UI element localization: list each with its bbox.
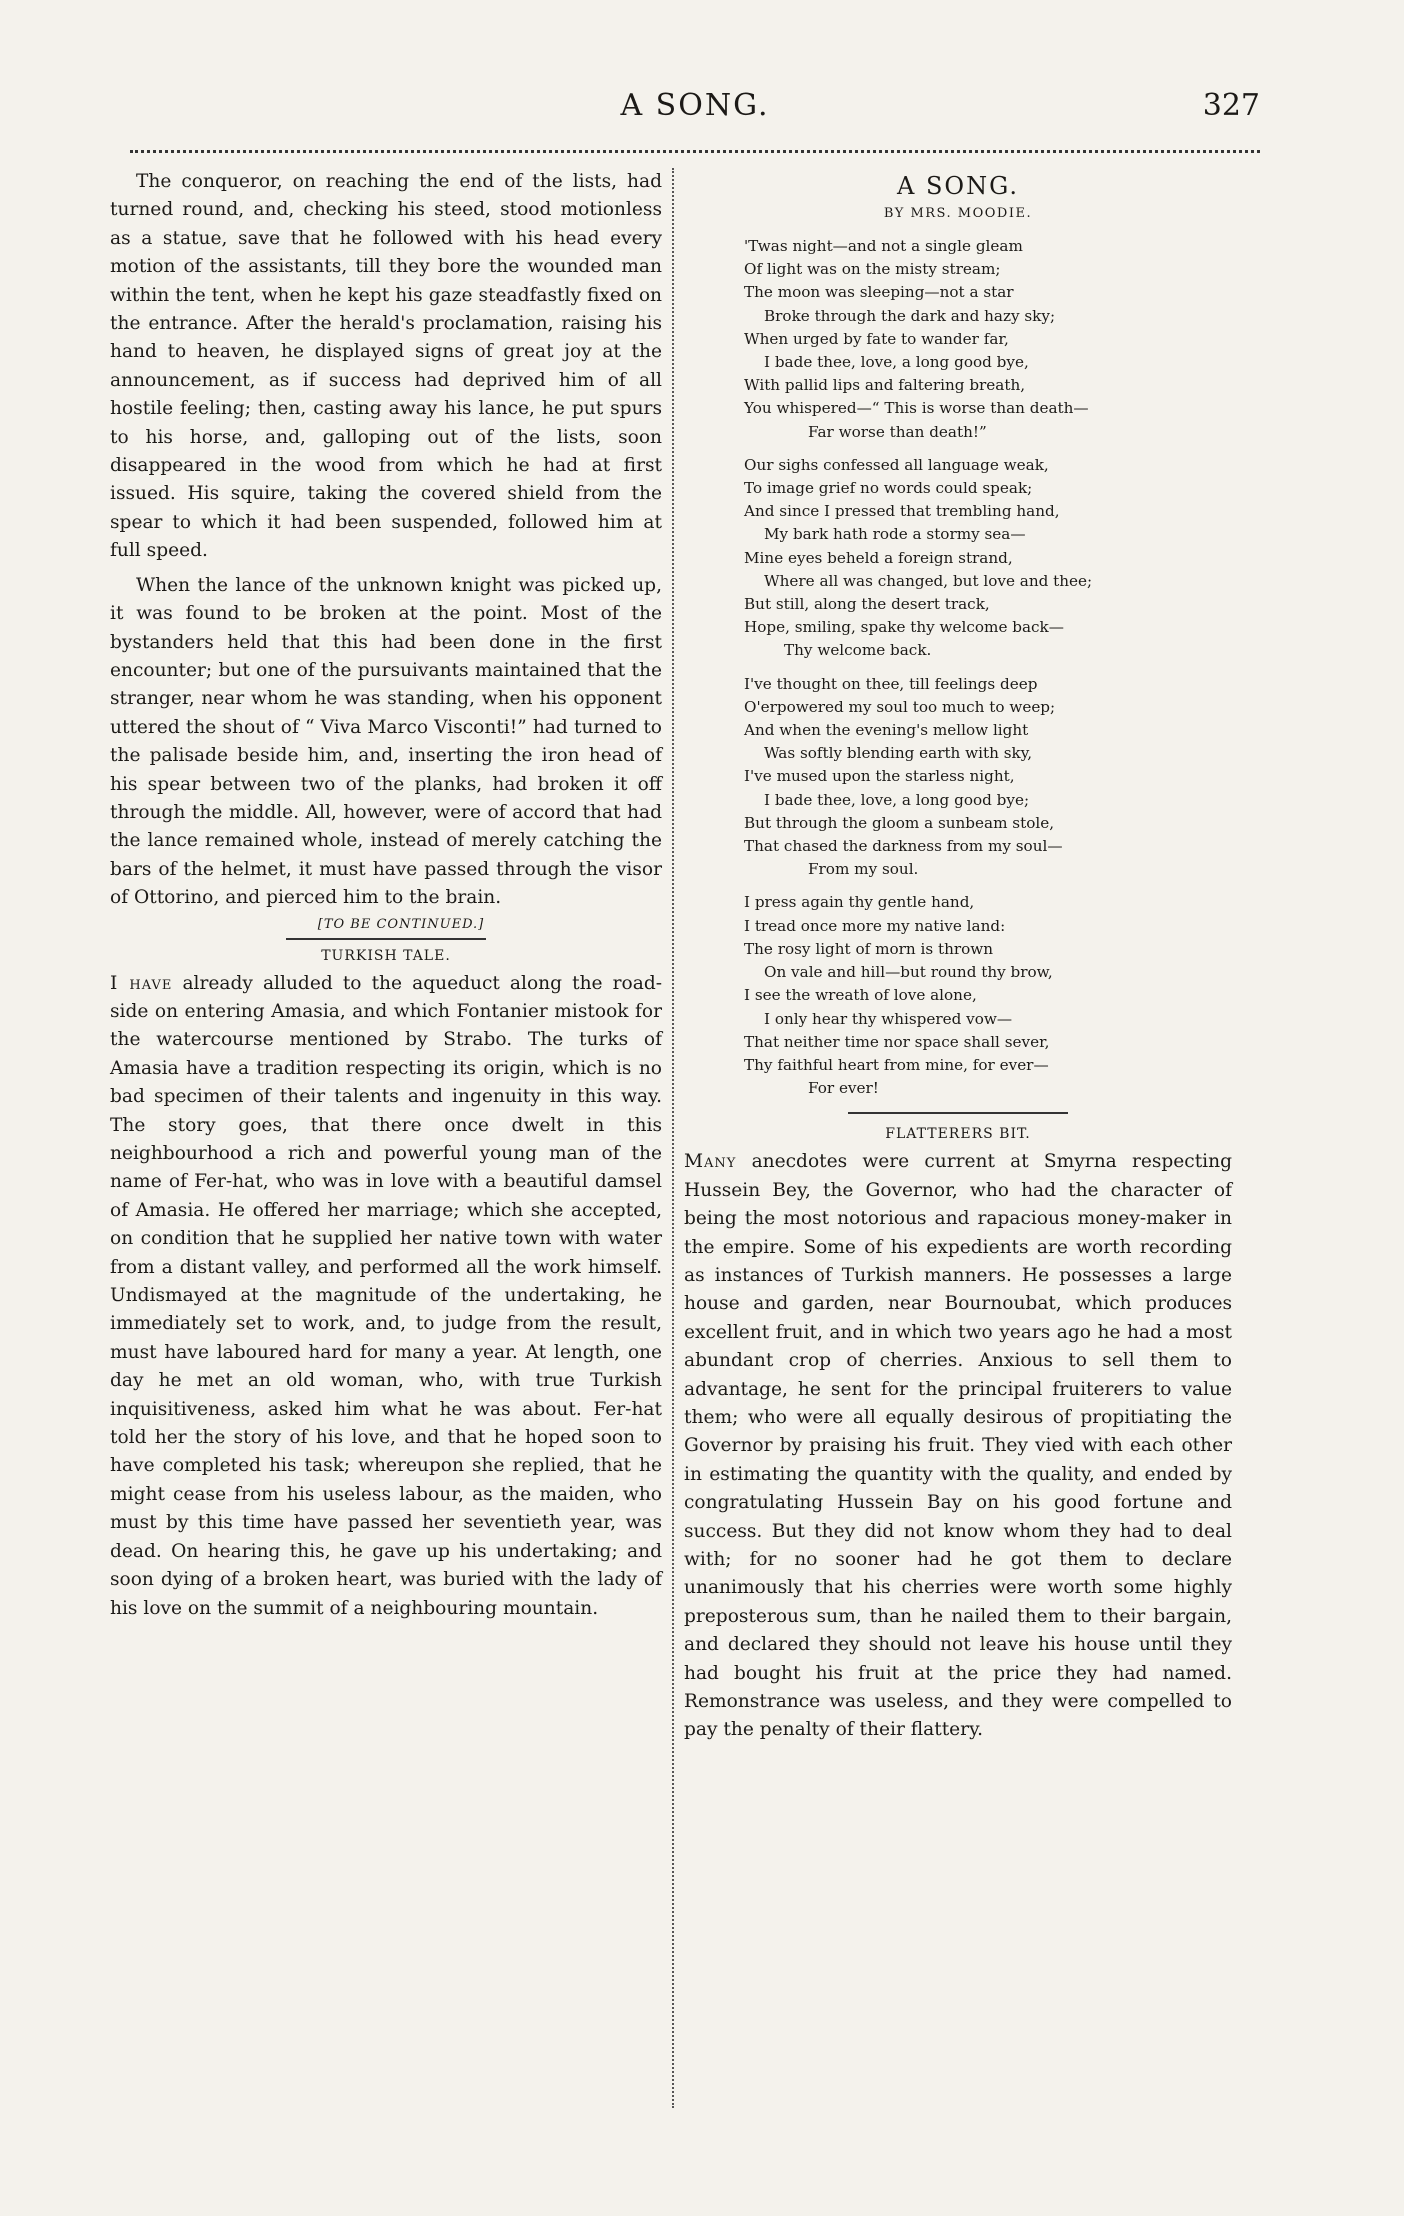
poem-line: I bade thee, love, a long good bye,: [764, 353, 1029, 372]
poem-line: But still, along the desert track,: [744, 595, 990, 614]
poem-line: Of light was on the misty stream;: [744, 260, 1001, 279]
poem-line: And when the evening's mellow light: [744, 721, 1029, 740]
section-title-turkish-tale: TURKISH TALE.: [321, 947, 451, 964]
poem-title: A SONG.: [896, 172, 1020, 200]
poem-line: The rosy light of morn is thrown: [744, 939, 994, 958]
poem-line: But through the gloom a sunbeam stole,: [744, 813, 1055, 832]
poem-line: Hope, smiling, spake thy welcome back—: [744, 618, 1064, 637]
section-rule: [848, 1112, 1068, 1114]
page-number: 327: [1202, 88, 1260, 123]
poem-line: On vale and hill—but round thy brow,: [764, 963, 1053, 982]
section-title-flatterers-bit: FLATTERERS BIT.: [885, 1126, 1031, 1143]
poem-line: For ever!: [808, 1079, 879, 1098]
poem-line: I bade thee, love, a long good bye;: [764, 790, 1030, 809]
poem-line: 'Twas night—and not a single gleam: [744, 237, 1023, 255]
poem-line: From my soul.: [808, 860, 919, 879]
poem-line: With pallid lips and faltering breath,: [744, 376, 1026, 395]
header-rule: [130, 150, 1260, 153]
poem: [684, 235, 1232, 1100]
poem-line: I only hear thy whispered vow—: [764, 1009, 1013, 1028]
poem-line: I press again thy gentle hand,: [744, 893, 975, 912]
poem-line: Far worse than death!”: [808, 422, 987, 441]
dropcap: Many: [684, 1151, 737, 1173]
poem-line: O'erpowered my soul too much to weep;: [744, 697, 1056, 716]
poem-byline: BY MRS. MOODIE.: [883, 206, 1033, 221]
section-rule: [286, 938, 486, 940]
poem-line: And since I pressed that trembling hand,: [744, 502, 1060, 521]
poem-line: Our sighs confessed all language weak,: [744, 455, 1049, 474]
flatterers-text: [684, 1148, 1232, 1745]
continued-note: [TO BE CONTINUED.]: [317, 916, 485, 932]
poem-stanza: [684, 891, 1232, 1100]
poem-line: I see the wreath of love alone,: [744, 986, 977, 1005]
left-column: [110, 168, 662, 2176]
poem-line: I tread once more my native land:: [744, 916, 1006, 935]
poem-line: I've thought on thee, till feelings deep: [744, 674, 1038, 693]
poem-line: That neither time nor space shall sever,: [744, 1032, 1050, 1051]
poem-line: To image grief no words could speak;: [744, 479, 1033, 498]
poem-stanza: [684, 235, 1232, 444]
paragraph: The conqueror, on reaching the end of the lists, had turned round, and, checking his steed, stood motionless as a statue, save that he followed with his head every motion of the assistants, till they bore the wounded man within the tent, when he kept his gaze steadfastly fixed on the entrance. After the herald's proclamation, raising his hand to heaven, he displayed signs of great joy at the announcement, as if success had deprived him of all hostile feeling; then, casting away his lance, he put spurs to his horse, and, galloping out of the lists, soon disappeared in the wood from which he had at first issued. His squire, taking the covered shield from the spear to which it had been suspended, followed him at full speed.: [110, 171, 662, 562]
poem-stanza: [684, 454, 1232, 663]
poem-line: Mine eyes beheld a foreign strand,: [744, 548, 1013, 567]
poem-line: Thy faithful heart from mine, for ever—: [744, 1055, 1049, 1074]
flatterers-body: anecdotes were current at Smyrna respecting Hussein Bey, the Governor, who had the character of being the most notorious and rapacious money-maker in the empire. Some of his expedients are worth recording as instances of Turkish manners. He possesses a large house and garden, near Bournoubat, which produces excellent fruit, and in which two years ago he had a most abundant crop of cherries. Anxious to sell them to advantage, he sent for the principal fruiterers to value them; who were all equally desirous of propitiating the Governor by praising his fruit. They vied with each other in estimating the quantity with the quality, and ended by congratulating Hussein Bay on his good fortune and success. But they did not know whom they had to deal with; for no sooner had he got them to declare unanimously that his cherries were worth some highly preposterous sum, than he nailed them to their bargain, and declared they should not leave his house until they had bought his fruit at the price they had named. Remonstrance was useless, and they were compelled to pay the penalty of their flattery.: [684, 1151, 1232, 1741]
poem-line: Where all was changed, but love and thee;: [764, 571, 1093, 590]
turkish-tale-body: already alluded to the aqueduct along the road-side on entering Amasia, and which Fontanier mistook for the watercourse mentioned by Strabo. The turks of Amasia have a tradition respecting its origin, which is no bad specimen of their talents and ingenuity in this way. The story goes, that there once dwelt in this neighbourhood a rich and powerful young man of the name of Fer-hat, who was in love with a beautiful damsel of Amasia. He offered her marriage; which she accepted, on condition that he supplied her native town with water from a distant valley, and performed all the work himself. Undismayed at the magnitude of the undertaking, he immediately set to work, and, to judge from the result, must have laboured hard for many a year. At length, one day he met an old woman, who, with true Turkish inquisitiveness, asked him what he was about. Fer-hat told her the story of his love, and that he hoped soon to have completed his task; whereupon she replied, that he might cease from his useless labour, as the maiden, who must by this time have passed her seventieth year, was dead. On hearing this, he gave up his undertaking; and soon dying of a broken heart, was buried with the lady of his love on the summit of a neighbouring mountain.: [110, 972, 662, 1619]
poem-line: You whispered—“ This is worse than death—: [744, 399, 1089, 418]
poem-line: The moon was sleeping—not a star: [744, 283, 1014, 302]
poem-line: That chased the darkness from my soul—: [744, 837, 1063, 856]
turkish-tale-text: [110, 970, 662, 1623]
poem-line: I've mused upon the starless night,: [744, 767, 1015, 786]
right-column: [684, 168, 1232, 2176]
column-divider: [672, 168, 674, 2108]
poem-line: Thy welcome back.: [784, 641, 932, 660]
page-header: [130, 80, 1260, 140]
poem-line: Was softly blending earth with sky,: [764, 744, 1033, 763]
paragraph: When the lance of the unknown knight was picked up, it was found to be broken at the point. Most of the bystanders held that this had been done in the first encounter; but one of the pursuivants maintained that the stranger, near whom he was standing, when his opponent uttered the shout of “ Viva Marco Visconti!” had turned to the palisade beside him, and, inserting the iron head of his spear between two of the planks, had broken it off through the middle. All, however, were of accord that had the lance remained whole, instead of merely catching the bars of the helmet, it must have passed through the visor of Ottorino, and pierced him to the brain.: [110, 574, 662, 909]
poem-line: When urged by fate to wander far,: [744, 329, 1009, 348]
poem-line: Broke through the dark and hazy sky;: [764, 306, 1056, 325]
poem-stanza: [684, 673, 1232, 882]
running-title: A SONG.: [620, 88, 770, 123]
dropcap: I have: [110, 972, 173, 994]
poem-line: My bark hath rode a stormy sea—: [764, 525, 1026, 544]
